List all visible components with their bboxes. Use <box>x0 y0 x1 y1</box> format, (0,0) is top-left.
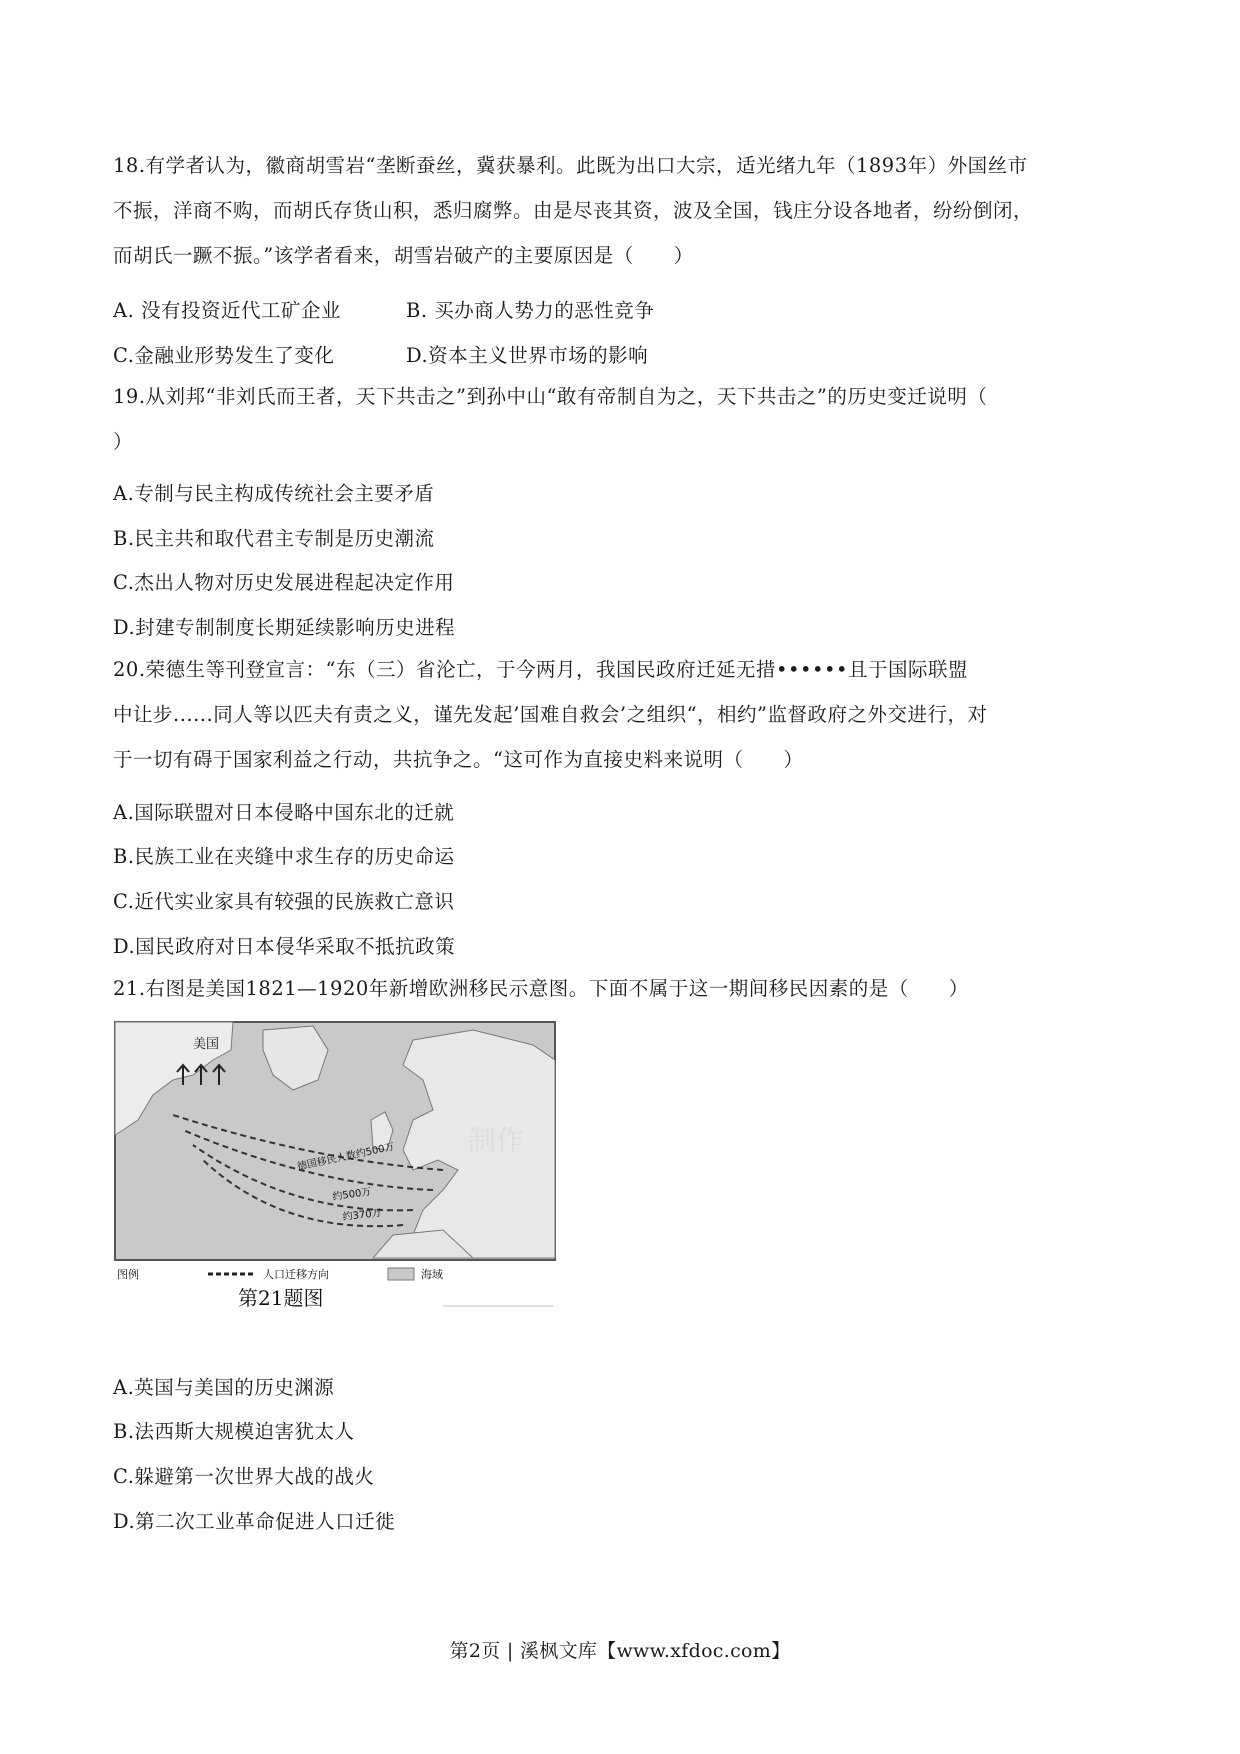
question-19-option-d: D.封建专制制度长期延续影响历史进程 <box>113 616 456 639</box>
question-21-stem <box>113 966 1133 1011</box>
question-21-option-a: A.英国与美国的历史渊源 <box>113 1376 335 1399</box>
question-text-line: 18.有学者认为，徽商胡雪岩“垄断蚕丝，冀获暴利。此既为出口大宗，适光绪九年（1893年）外国丝市 <box>113 154 1028 177</box>
legend-title: 图例 <box>117 1268 139 1281</box>
question-20-option-c: C.近代实业家具有较强的民族救亡意识 <box>113 890 455 913</box>
question-20-option-b: B.民族工业在夹缝中求生存的历史命运 <box>113 845 455 868</box>
question-19-option-a: A.专制与民主构成传统社会主要矛盾 <box>113 482 435 505</box>
question-18-option-b: B. 买办商人势力的恶性竞争 <box>406 299 655 322</box>
map-label-usa: 美国 <box>193 1037 220 1052</box>
page-footer: 第2页 | 溪枫文库【www.xfdoc.com】 <box>449 1640 791 1662</box>
migration-map-figure <box>113 1020 613 1320</box>
arrow-label: 约370万 <box>342 1207 383 1223</box>
question-text-line: 而胡氏一蹶不振。”该学者看来，胡雪岩破产的主要原因是（ ） <box>113 244 694 267</box>
arrow-label: 德国移民人数约500万 <box>296 1141 396 1173</box>
legend-sea-swatch <box>388 1268 414 1280</box>
migration-map <box>113 1020 613 1320</box>
question-text-line: 中让步......同人等以匹夫有责之义，谨先发起’国难自救会’之组织“，相约”监督政府之外交进行，对 <box>113 703 988 726</box>
question-21-option-d: D.第二次工业革命促进人口迁徙 <box>113 1510 396 1533</box>
legend-arrow-label: 人口迁移方向 <box>263 1268 329 1281</box>
watermark-text: 制作 <box>468 1124 525 1157</box>
question-20-option-d: D.国民政府对日本侵华采取不抵抗政策 <box>113 935 456 958</box>
question-21-option-b: B.法西斯大规模迫害犹太人 <box>113 1420 355 1443</box>
question-18-option-a: A. 没有投资近代工矿企业 <box>113 299 341 322</box>
question-20-option-a: A.国际联盟对日本侵略中国东北的迁就 <box>113 801 455 824</box>
question-text-line: 于一切有碍于国家利益之行动，共抗争之。“这可作为直接史料来说明（ ） <box>113 748 804 771</box>
question-19-option-c: C.杰出人物对历史发展进程起决定作用 <box>113 571 455 594</box>
question-21-option-c: C.躲避第一次世界大战的战火 <box>113 1465 375 1488</box>
figure-caption: 第21题图 <box>238 1286 324 1310</box>
question-18-option-d: D.资本主义世界市场的影响 <box>406 344 649 367</box>
legend-sea-label: 海域 <box>421 1268 443 1281</box>
question-19-stem <box>113 374 1133 464</box>
question-18-option-c: C.金融业形势发生了变化 <box>113 344 335 367</box>
question-18-stem <box>113 143 1133 278</box>
question-19-option-b: B.民主共和取代君主专制是历史潮流 <box>113 527 435 550</box>
question-text-line: 20.荣德生等刊登宣言：“东（三）省沦亡，于今两月，我国民政府迁延无措••••••且于国际联盟 <box>113 658 968 681</box>
arrow-label: 约500万 <box>331 1186 373 1203</box>
question-text-line: ） <box>113 430 134 453</box>
question-20-stem <box>113 647 1133 782</box>
question-text-line: 21.右图是美国1821—1920年新增欧洲移民示意图。下面不属于这一期间移民因素的是（ ） <box>113 977 969 1000</box>
question-text-line: 19.从刘邦“非刘氏而王者，天下共击之”到孙中山“敢有帝制自为之，天下共击之”的历史变迁说明（ <box>113 385 988 408</box>
question-text-line: 不振，洋商不购，而胡氏存货山积，悉归腐弊。由是尽丧其资，波及全国，钱庄分设各地者，纷纷倒闭， <box>113 199 1034 222</box>
